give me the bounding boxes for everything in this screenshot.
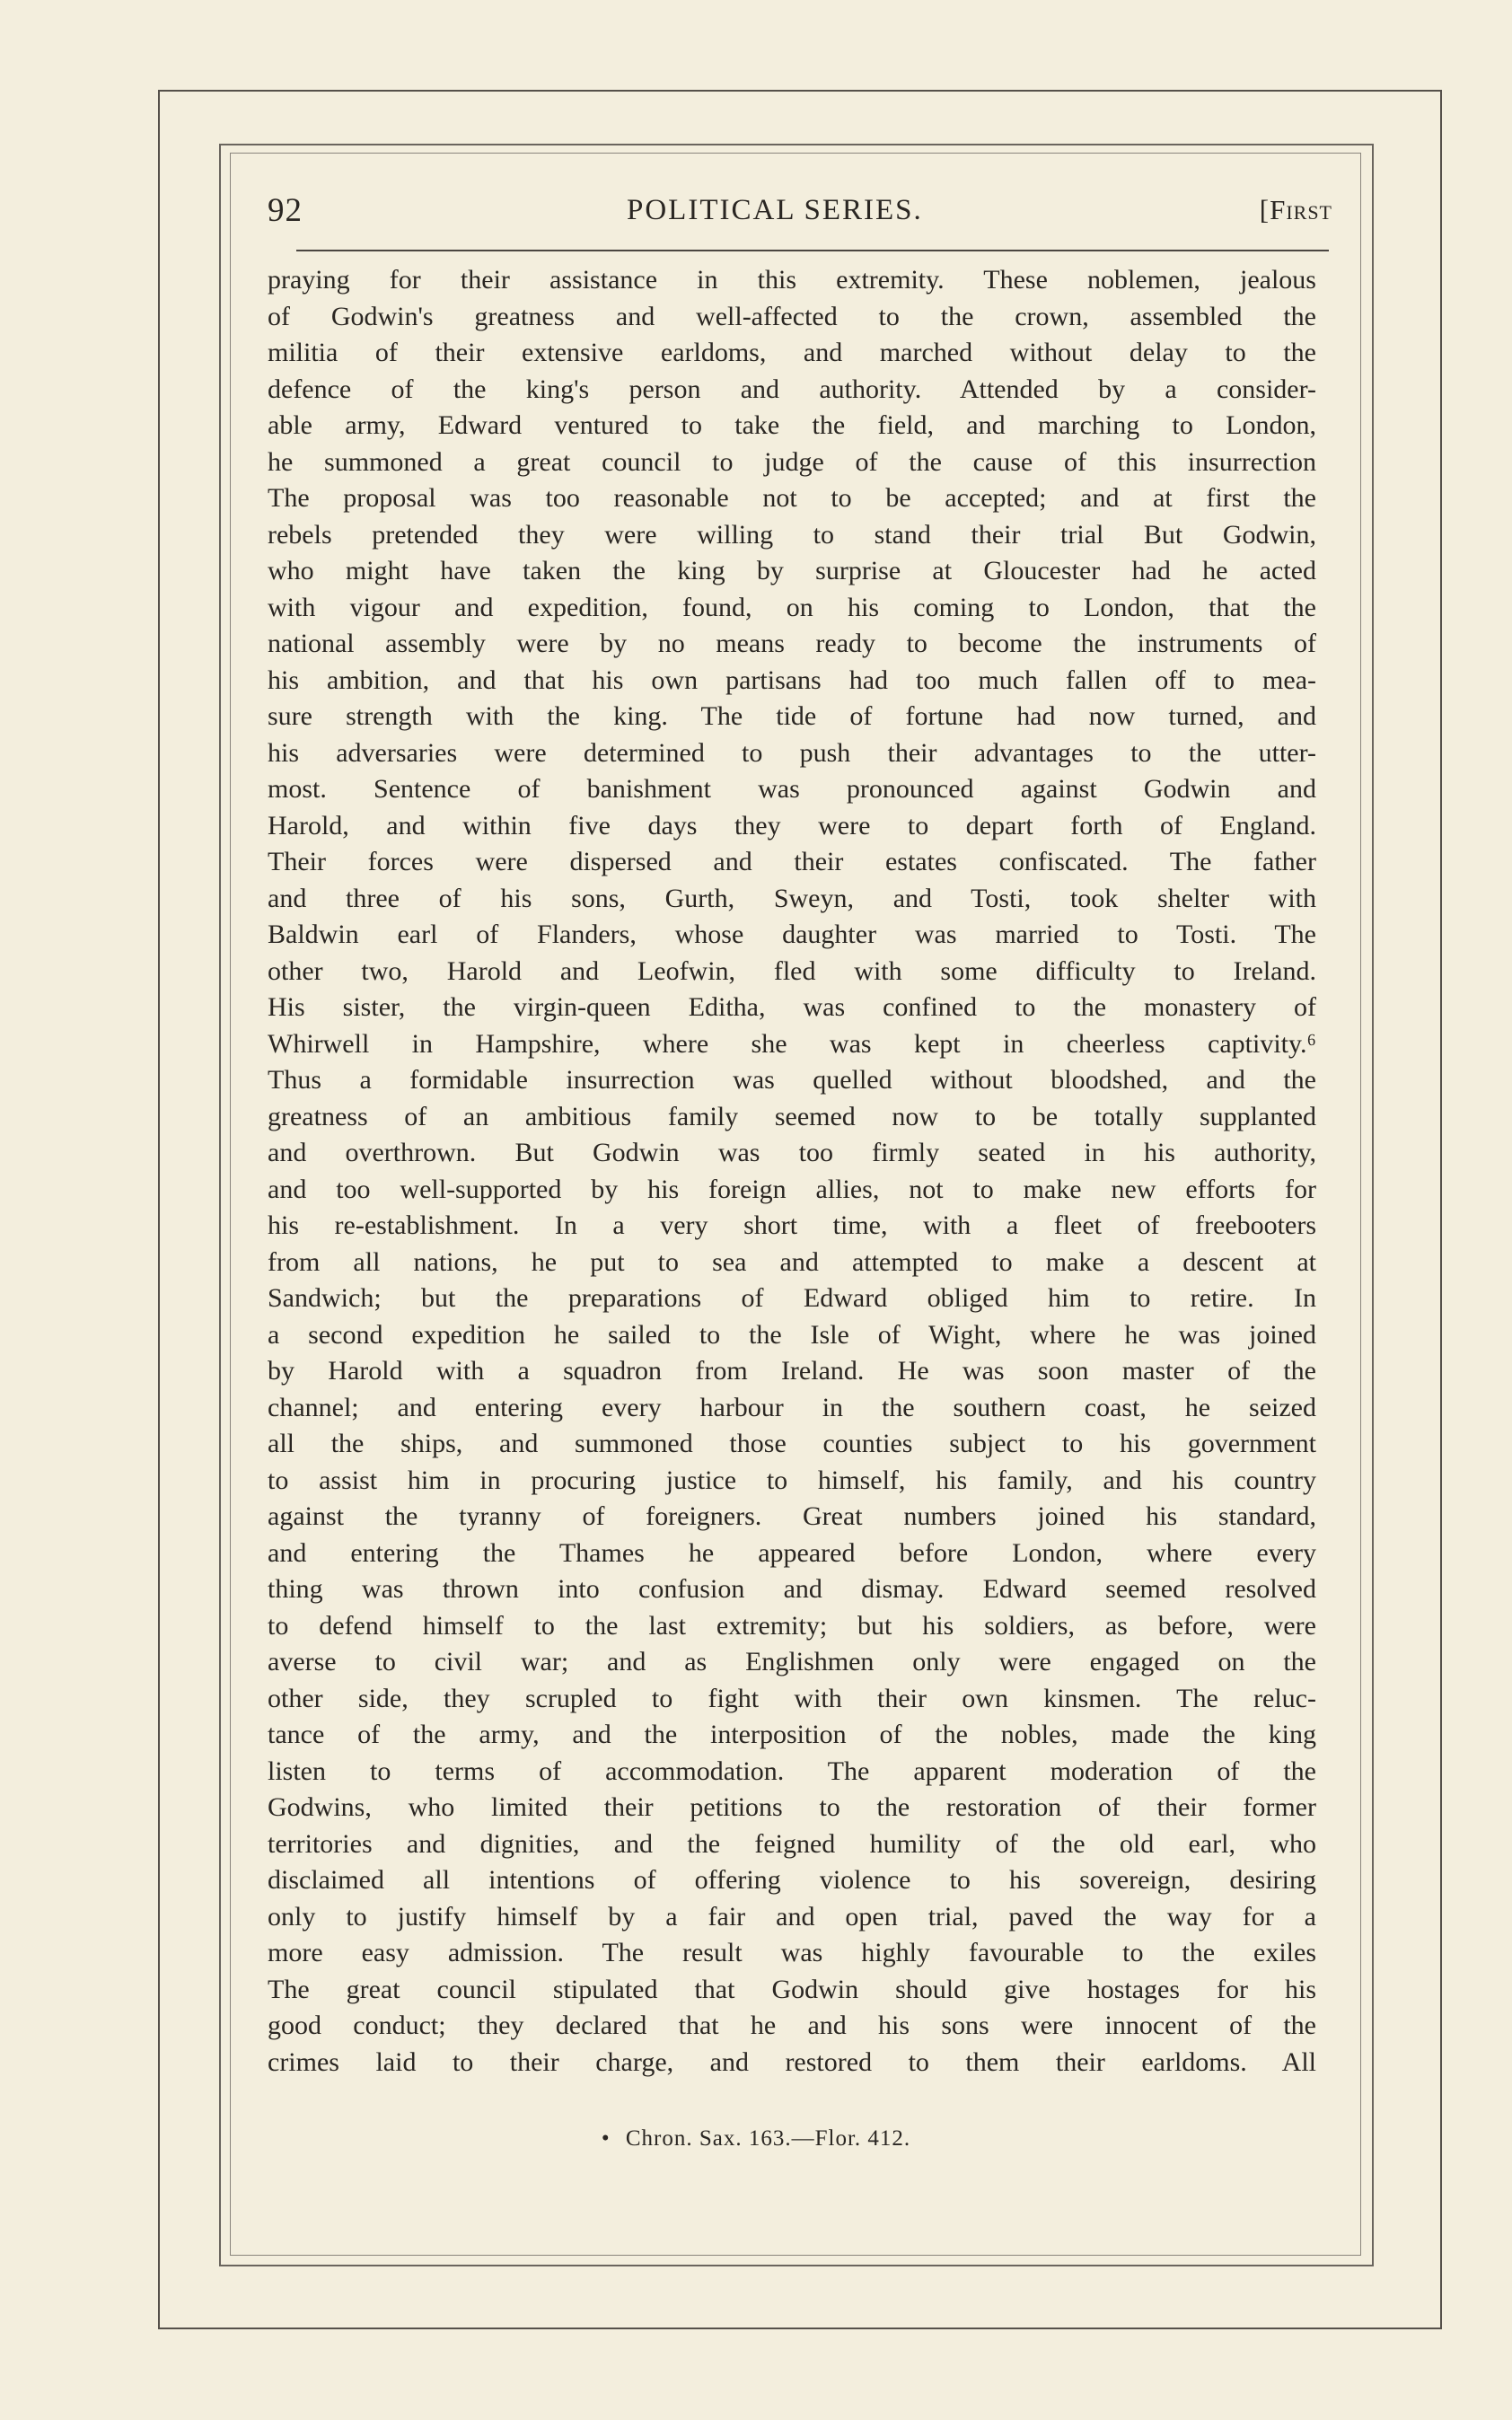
footnote	[0, 2126, 1512, 2152]
text-line: from all nations, he put to sea and attempted to make a descent at	[268, 1246, 1316, 1277]
page-number: 92	[268, 192, 303, 229]
text-line: and overthrown. But Godwin was too firmly seated in his authority,	[268, 1138, 1316, 1167]
text-line: able army, Edward ventured to take the field, and marching to London,	[268, 410, 1316, 440]
text-line: most. Sentence of banishment was pronounced against Godwin and	[268, 774, 1316, 804]
text-line: all the ships, and summoned those counties subject to his government	[268, 1429, 1316, 1458]
text-line: disclaimed all intentions of offering violence to his sovereign, desiring	[268, 1865, 1316, 1895]
text-line: sure strength with the king. The tide of fortune had now turned, and	[268, 701, 1316, 731]
text-line: of Godwin's greatness and well-affected to the crown, assembled the	[268, 301, 1316, 331]
text-line: The proposal was too reasonable not to be accepted; and at first the	[268, 483, 1316, 513]
text-line: defence of the king's person and authority. Attended by a consider-	[268, 374, 1316, 404]
text-line: to defend himself to the last extremity; but his soldiers, as before, were	[268, 1610, 1316, 1641]
text-line: His sister, the virgin-queen Editha, was confined to the monastery of	[268, 992, 1316, 1022]
text-line: national assembly were by no means ready to become the instruments of	[268, 629, 1316, 658]
text-line: other side, they scrupled to fight with their own kinsmen. The reluc-	[268, 1683, 1316, 1713]
text-line: praying for their assistance in this extremity. These noblemen, jealous	[268, 265, 1316, 295]
text-line: Whirwell in Hampshire, where she was kept in cheerless captivity.⁶	[268, 1028, 1316, 1059]
text-line: good conduct; they declared that he and his sons were innocent of the	[268, 2011, 1316, 2040]
text-line: greatness of an ambitious family seemed now to be totally supplanted	[268, 1101, 1316, 1131]
text-line: territories and dignities, and the feigned humility of the old earl, who	[268, 1828, 1316, 1859]
text-line: thing was thrown into confusion and dismay. Edward seemed resolved	[268, 1574, 1316, 1604]
text-line: Thus a formidable insurrection was quelled without bloodshed, and the	[268, 1065, 1316, 1095]
text-line: averse to civil war; and as Englishmen only were engaged on the	[268, 1647, 1316, 1676]
page-header	[268, 191, 1332, 238]
text-line: with vigour and expedition, found, on his coming to London, that the	[268, 592, 1316, 622]
text-line: by Harold with a squadron from Ireland. He was soon master of the	[268, 1356, 1316, 1386]
text-line: crimes laid to their charge, and restored to them their earldoms. All	[268, 2046, 1316, 2077]
text-line: Their forces were dispersed and their estates confiscated. The father	[268, 847, 1316, 876]
text-line: and entering the Thames he appeared before London, where every	[268, 1537, 1316, 1568]
text-line: a second expedition he sailed to the Isle of Wight, where he was joined	[268, 1319, 1316, 1350]
text-line: and too well-supported by his foreign allies, not to make new efforts for	[268, 1174, 1316, 1204]
running-head: POLITICAL SERIES.	[627, 194, 923, 226]
text-line: rebels pretended they were willing to stand their trial But Godwin,	[268, 519, 1316, 550]
text-line: Baldwin earl of Flanders, whose daughter was married to Tosti. The	[268, 920, 1316, 949]
text-line: only to justify himself by a fair and open trial, paved the way for a	[268, 1901, 1316, 1932]
text-line: Sandwich; but the preparations of Edward obliged him to retire. In	[268, 1283, 1316, 1313]
text-line: his ambition, and that his own partisans had too much fallen off to mea-	[268, 664, 1316, 695]
text-line: against the tyranny of foreigners. Great numbers joined his standard,	[268, 1501, 1316, 1531]
header-rule	[296, 250, 1329, 251]
text-line: his re-establishment. In a very short time, with a fleet of freebooters	[268, 1210, 1316, 1240]
text-line: militia of their extensive earldoms, and marched without delay to the	[268, 338, 1316, 367]
text-line: The great council stipulated that Godwin should give hostages for his	[268, 1974, 1316, 2004]
section-mark: [First	[1259, 194, 1332, 225]
text-line: tance of the army, and the interposition of the nobles, made the king	[268, 1720, 1316, 1749]
text-line: channel; and entering every harbour in the southern coast, he seized	[268, 1392, 1316, 1422]
text-line: listen to terms of accommodation. The apparent moderation of the	[268, 1756, 1316, 1786]
footnote-marker: •	[601, 2126, 611, 2151]
text-line: his adversaries were determined to push their advantages to the utter-	[268, 737, 1316, 768]
text-line: who might have taken the king by surprise at Gloucester had he acted	[268, 556, 1316, 585]
text-line: to assist him in procuring justice to himself, his family, and his country	[268, 1465, 1316, 1495]
text-line: other two, Harold and Leofwin, fled with some difficulty to Ireland.	[268, 955, 1316, 986]
text-line: he summoned a great council to judge of the cause of this insurrection	[268, 446, 1316, 477]
text-line: more easy admission. The result was highly favourable to the exiles	[268, 1938, 1316, 1967]
text-line: Godwins, who limited their petitions to the restoration of their former	[268, 1792, 1316, 1822]
text-line: and three of his sons, Gurth, Sweyn, and Tosti, took shelter with	[268, 883, 1316, 913]
text-line: Harold, and within five days they were to depart forth of England.	[268, 810, 1316, 840]
body-text	[268, 262, 1316, 2081]
footnote-text: Chron. Sax. 163.—Flor. 412.	[625, 2126, 911, 2151]
